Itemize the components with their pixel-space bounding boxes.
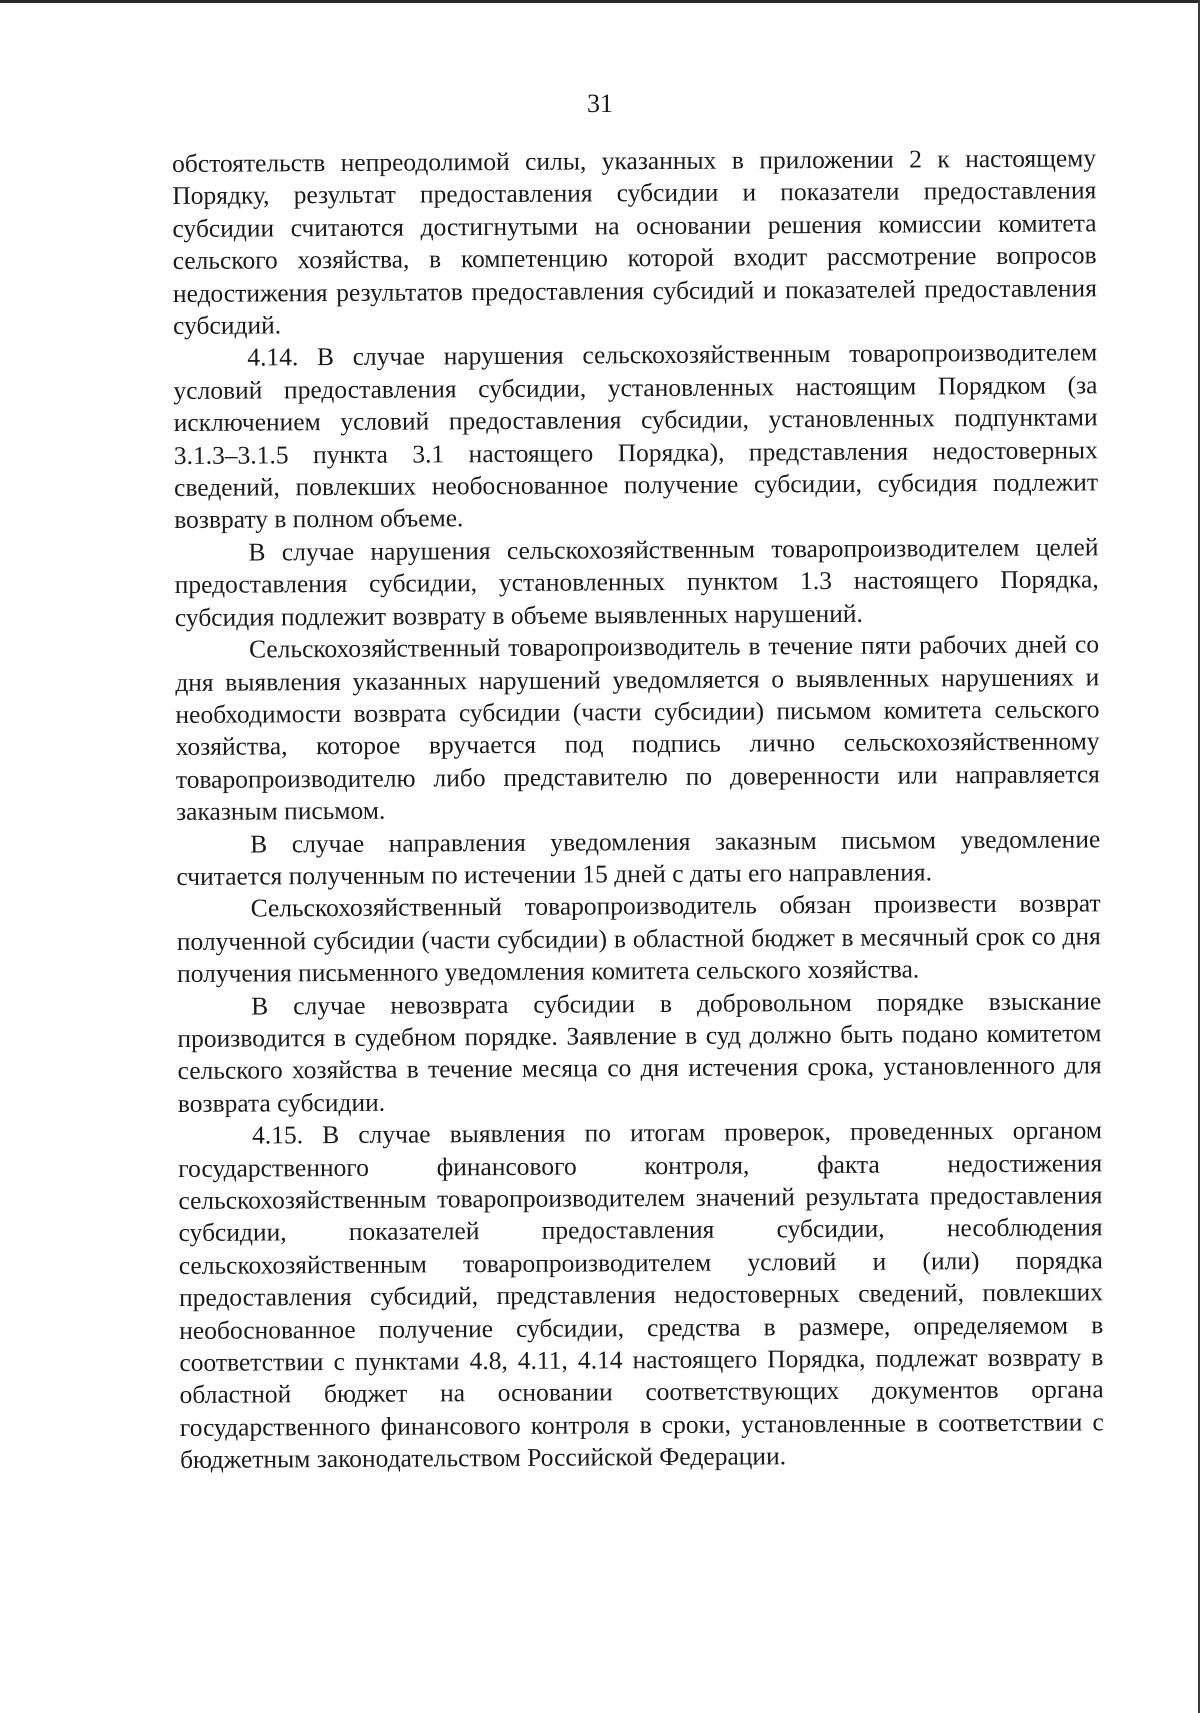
paragraph-4-14: 4.14. В случае нарушения сельскохозяйственным товаропроизводителем условий предоставления субсидии, установленных настоящим Порядком (за исключением условий предоставления субсидии, установленных подпунктами 3.1.3–3.1.5 пункта 3.1 настоящего Порядка), представления недостоверных сведений, повлекших необоснованное получение субсидии, субсидия подлежит возврату в полном объеме.	[173, 337, 1099, 535]
paragraph-4-15: 4.15. В случае выявления по итогам проверок, проведенных органом государственного финансового контроля, факта недостижения сельскохозяйственным товаропроизводителем значений результата предоставления субсидии, показателей предоставления субсидии, несоблюдения сельскохозяйственным товаропроизводителем условий и (или) порядка предоставления субсидий, представления недостоверных сведений, повлекших необоснованное получение субсидии, средства в размере, определяемом в соответствии с пунктами 4.8, 4.11, 4.14 настоящего Порядка, подлежат возврату в областной бюджет на основании соответствующих документов органа государственного финансового контроля в сроки, установленные в соответствии с бюджетным законодательством Российской Федерации.	[178, 1115, 1104, 1475]
document-body	[172, 142, 1104, 1476]
scan-edge-top	[0, 0, 1200, 3]
paragraph-notification: Сельскохозяйственный товаропроизводитель в течение пяти рабочих дней со дня выявления указанных нарушений уведомляется о выявленных нарушениях и необходимости возврата субсидии (части субсидии) письмом комитета сельского хозяйства, которое вручается под подпись лично сельскохозяйственному товаропроизводителю либо представителю по доверенности или направляется заказным письмом.	[175, 629, 1100, 827]
page-number: 31	[587, 89, 613, 118]
paragraph-court-recovery: В случае невозврата субсидии в добровольном порядке взыскание производится в судебном порядке. Заявление в суд должно быть подано комитетом сельского хозяйства в течение месяца со дня истечения срока, установленного для возврата субсидии.	[177, 985, 1102, 1118]
paragraph-continuation: обстоятельств непреодолимой силы, указанных в приложении 2 к настоящему Порядку, результат предоставления субсидии и показатели предоставления субсидии считаются достигнутыми на основании решения комиссии комитета сельского хозяйства, в компетенцию которой входит рассмотрение вопросов недостижения результатов предоставления субсидий и показателей предоставления субсидий.	[172, 143, 1097, 341]
paragraph-registered-letter: В случае направления уведомления заказным письмом уведомление считается полученным по истечении 15 дней с даты его направления.	[176, 823, 1101, 891]
paragraph-refund-obligation: Сельскохозяйственный товаропроизводитель обязан произвести возврат полученной субсидии (части субсидии) в областной бюджет в месячный срок со дня получения письменного уведомления комитета сельского хозяйства.	[176, 888, 1101, 989]
paragraph-violation-purposes: В случае нарушения сельскохозяйственным товаропроизводителем целей предоставления субсидии, установленных пунктом 1.3 настоящего Порядка, субсидия подлежит возврату в объеме выявленных нарушений.	[174, 532, 1099, 632]
